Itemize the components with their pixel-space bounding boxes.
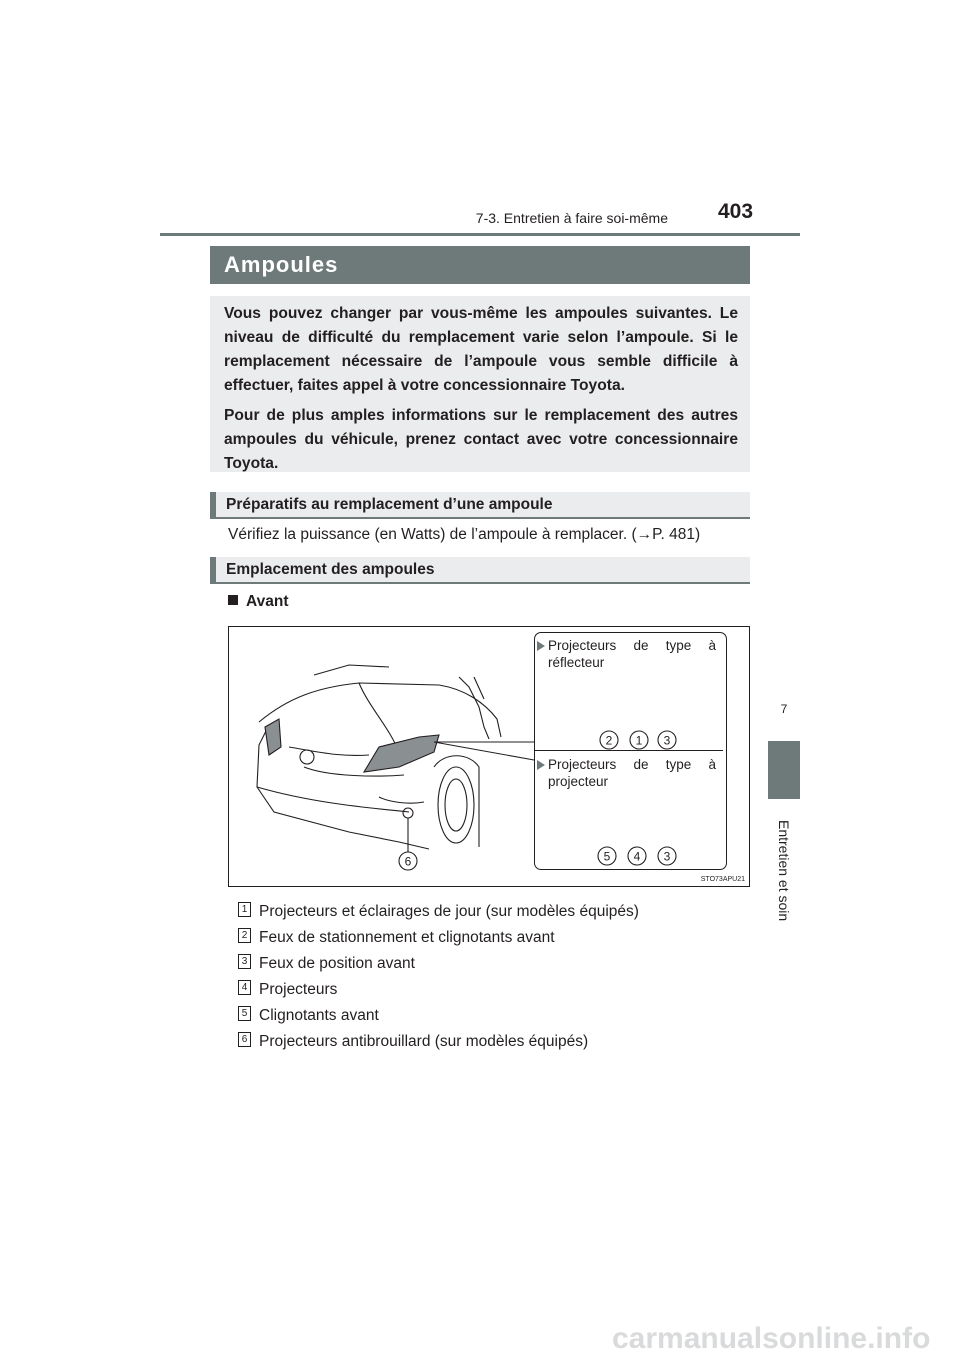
- marker-bottom-3: 3: [663, 849, 671, 864]
- page-number: 403: [718, 200, 754, 223]
- legend-number: 6: [238, 1032, 251, 1047]
- marker-top-1: 1: [635, 733, 643, 748]
- callout-projector-line2: projecteur: [548, 774, 609, 789]
- chapter-number: 7: [780, 702, 788, 716]
- marker-top-2: 2: [605, 733, 613, 748]
- marker-bottom-5: 5: [603, 849, 611, 864]
- legend-number: 1: [238, 902, 251, 917]
- figure-code: STO73APU21: [700, 876, 745, 883]
- legend-text: Projecteurs et éclairages de jour (sur modèles équipés): [259, 903, 639, 920]
- marker-car-6: 6: [404, 854, 412, 869]
- legend-number: 2: [238, 928, 251, 943]
- prep-heading: Préparatifs au remplacement d’une ampoule: [210, 492, 750, 517]
- section-title: 7-3. Entretien à faire soi-même: [475, 210, 668, 226]
- intro-paragraph-1: Vous pouvez changer par vous-même les ampoules suivantes. Le niveau de difficulté du remplacement varie selon l’ampoule. Si le remplacement nécessaire de l’ampoule vous semble difficile à effectuer, faites appel à votre concessionnaire Toyota.: [224, 305, 738, 394]
- legend-text: Clignotants avant: [259, 1007, 379, 1024]
- legend-number: 4: [238, 980, 251, 995]
- marker-top-3: 3: [663, 733, 671, 748]
- intro-paragraph-2: Pour de plus amples informations sur le remplacement des autres ampoules du véhicule, prenez contact avec votre concessionnaire Toyota.: [224, 407, 738, 472]
- legend-number: 5: [238, 1006, 251, 1021]
- prep-text: Vérifiez la puissance (en Watts) de l’ampoule à remplacer. (→P. 481): [228, 526, 701, 543]
- legend-text: Projecteurs: [259, 981, 338, 998]
- page-title: Ampoules: [210, 246, 750, 284]
- legend-text: Feux de stationnement et clignotants avant: [259, 929, 555, 946]
- marker-bottom-4: 4: [633, 849, 641, 864]
- callout-projector-line1: Projecteurs de type à: [548, 757, 716, 772]
- legend-text: Projecteurs antibrouillard (sur modèles équipés): [259, 1033, 589, 1050]
- callout-reflector-line2: réflecteur: [548, 655, 605, 670]
- chapter-title: Entretien et soin: [776, 820, 792, 922]
- callout-reflector-line1: Projecteurs de type à: [548, 638, 716, 653]
- legend-text: Feux de position avant: [259, 955, 415, 972]
- front-subheading-label: Avant: [246, 593, 289, 610]
- watermark-text: carmanualsonline.info: [612, 1322, 931, 1355]
- legend-number: 3: [238, 954, 251, 969]
- location-heading: Emplacement des ampoules: [210, 557, 750, 582]
